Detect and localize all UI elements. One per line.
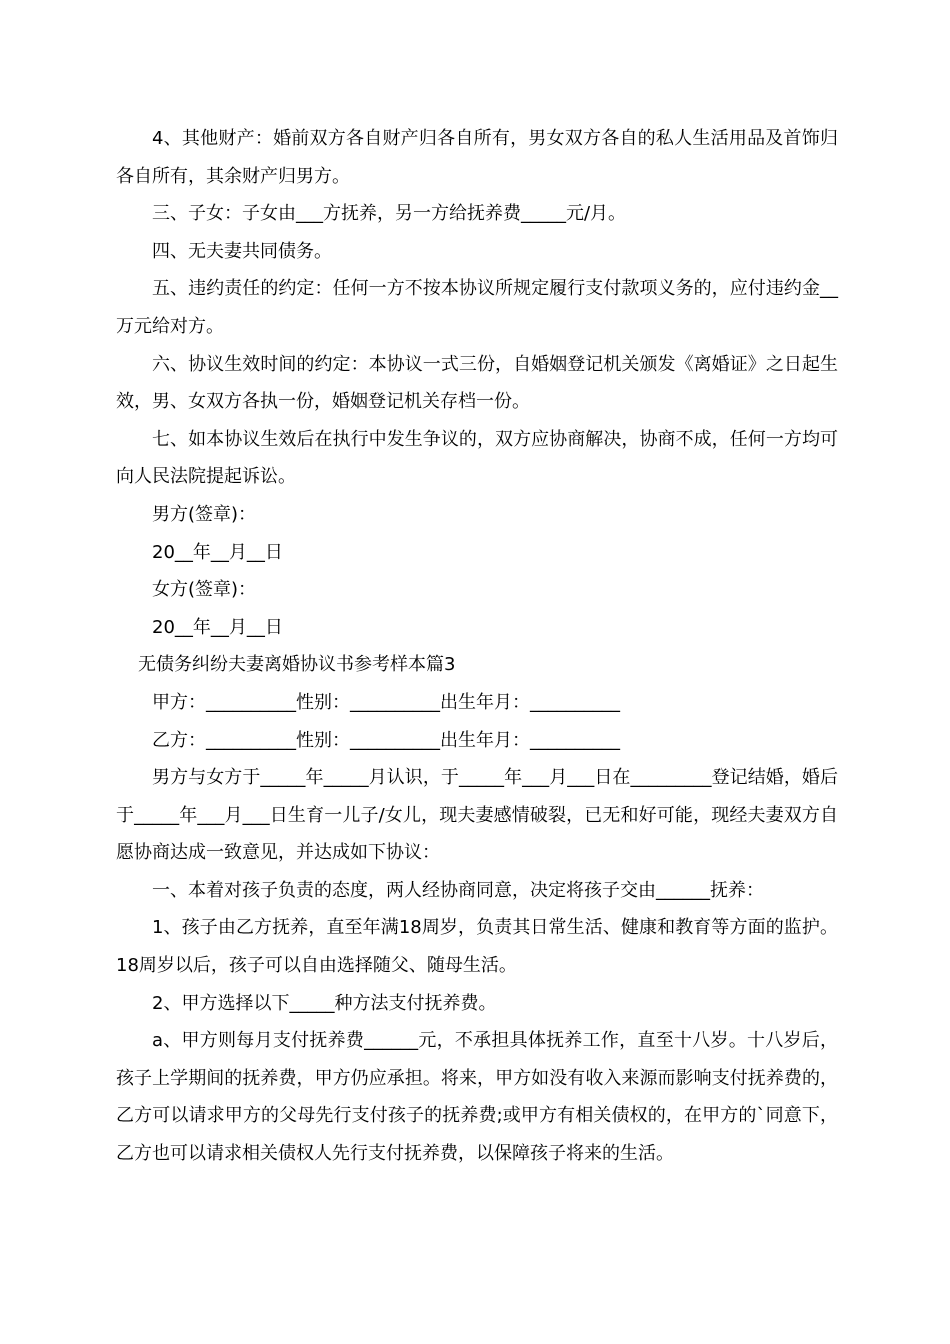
signature-male: 男方(签章)： <box>152 503 257 525</box>
date-female: 20__年__月__日 <box>152 616 283 638</box>
paragraph-custody-detail: 1、孩子由乙方抚养，直至年满18周岁，负责其日常生活、健康和教育等方面的监护。18周岁以后，孩子可以自由选择随父、随母生活。 <box>116 917 838 977</box>
paragraph-support-option-a: a、甲方则每月支付抚养费______元，不承担具体抚养工作，直至十八岁。十八岁后，孩子上学期间的抚养费，甲方仍应承担。将来，甲方如没有收入来源而影响支付抚养费的，乙方可以请求甲方的父母先行支付孩子的抚养费;或甲方有相关债权的，在甲方的`同意下，乙方也可以请求相关债权人先行支付抚养费，以保障孩子将来的生活。 <box>116 1030 838 1165</box>
paragraph-other-property: 4、其他财产：婚前双方各自财产归各自所有，男女双方各自的私人生活用品及首饰归各自所有，其余财产归男方。 <box>116 128 838 187</box>
signature-female: 女方(签章)： <box>152 579 257 601</box>
paragraph-no-debt: 四、无夫妻共同债务。 <box>152 240 332 262</box>
paragraph-breach-liability: 五、违约责任的约定：任何一方不按本协议所规定履行支付款项义务的，应付违约金__万元给对方。 <box>116 278 838 337</box>
party-a-info: 甲方：__________性别：__________出生年月：__________ <box>152 691 620 713</box>
paragraph-children: 三、子女：子女由___方抚养，另一方给抚养费_____元/月。 <box>152 203 627 225</box>
paragraph-custody: 一、本着对孩子负责的态度，两人经协商同意，决定将孩子交由______抚养： <box>152 879 764 901</box>
party-b-info: 乙方：__________性别：__________出生年月：__________ <box>152 729 620 751</box>
paragraph-marriage-background: 男方与女方于_____年_____月认识，于_____年___月___日在_________登记结婚，婚后于_____年___月___日生育一儿子/女儿，现夫妻感情破裂，已无和好可能，现经夫妻双方自愿协商达成一致意见，并达成如下协议： <box>116 767 838 864</box>
paragraph-support-method: 2、甲方选择以下_____种方法支付抚养费。 <box>152 992 497 1014</box>
date-male: 20__年__月__日 <box>152 541 283 563</box>
paragraph-effective-time: 六、协议生效时间的约定：本协议一式三份，自婚姻登记机关颁发《离婚证》之日起生效，男、女双方各执一份，婚姻登记机关存档一份。 <box>116 353 838 413</box>
paragraph-dispute-resolution: 七、如本协议生效后在执行中发生争议的，双方应协商解决，协商不成，任何一方均可向人民法院提起诉讼。 <box>116 428 838 488</box>
document-body <box>116 120 838 1173</box>
section-title: 无债务纠纷夫妻离婚协议书参考样本篇3 <box>138 654 456 676</box>
